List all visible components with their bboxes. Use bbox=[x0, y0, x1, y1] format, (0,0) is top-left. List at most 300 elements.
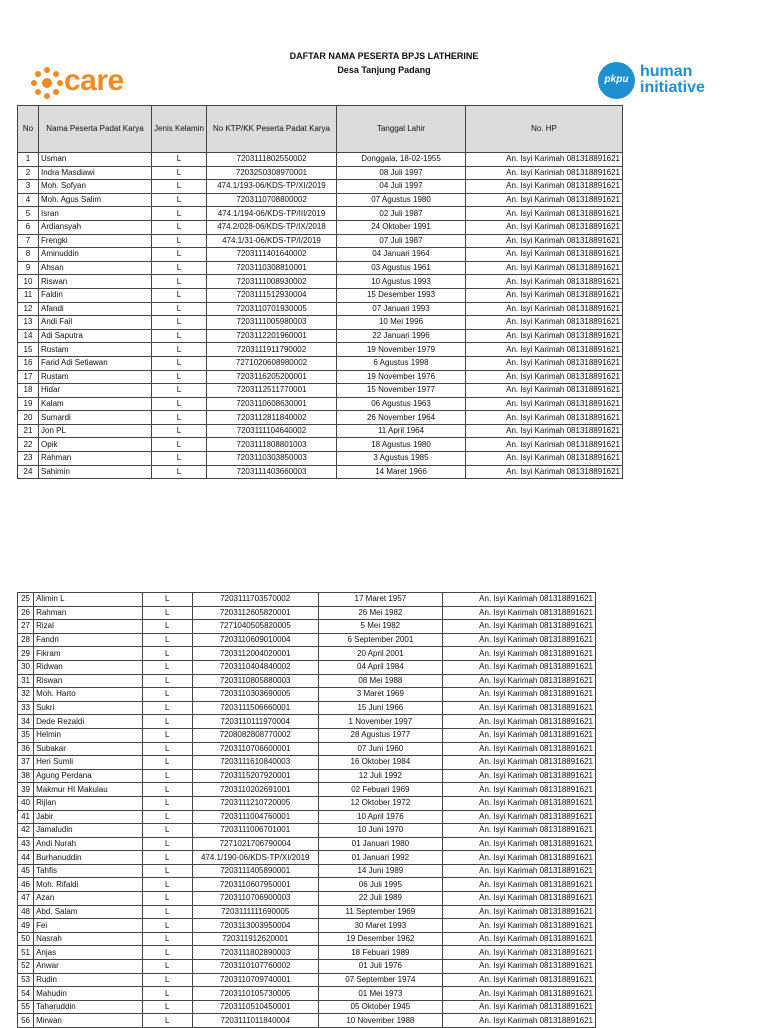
cell-birthdate: 22 Januari 1996 bbox=[337, 329, 466, 343]
cell-gender: L bbox=[152, 248, 207, 262]
cell-name: Farid Adi Setiawan bbox=[39, 356, 152, 370]
cell-ktp: 7203112004020001 bbox=[192, 647, 318, 661]
cell-ktp: 7203110510450001 bbox=[192, 1000, 318, 1014]
cell-name: Rudin bbox=[34, 973, 143, 987]
cell-name: Aminuddin bbox=[39, 248, 152, 262]
cell-name: Faldin bbox=[39, 288, 152, 302]
cell-phone: An. Isyi Karimah 081318891621 bbox=[443, 728, 596, 742]
care-logo bbox=[30, 64, 140, 102]
cell-name: Ardiansyah bbox=[39, 220, 152, 234]
cell-phone: An. Isyi Karimah 081318891621 bbox=[443, 633, 596, 647]
table-row bbox=[18, 810, 596, 824]
cell-ktp: 474.1/31-06/KDS-TP/I/2019 bbox=[207, 234, 337, 248]
cell-birthdate: 14 Maret 1966 bbox=[337, 465, 466, 479]
cell-gender: L bbox=[152, 411, 207, 425]
cell-name: Rustam bbox=[39, 343, 152, 357]
cell-no: 10 bbox=[18, 275, 39, 289]
cell-no: 29 bbox=[18, 647, 34, 661]
cell-birthdate: 15 Desember 1993 bbox=[337, 288, 466, 302]
cell-birthdate: 07 Agustus 1980 bbox=[337, 193, 466, 207]
cell-ktp: 7203110706900003 bbox=[192, 892, 318, 906]
cell-no: 55 bbox=[18, 1000, 34, 1014]
cell-birthdate: 12 Juli 1992 bbox=[318, 769, 443, 783]
cell-birthdate: 10 Agustus 1993 bbox=[337, 275, 466, 289]
cell-birthdate: 26 November 1964 bbox=[337, 411, 466, 425]
cell-ktp: 7203112201960001 bbox=[207, 329, 337, 343]
cell-birthdate: 10 November 1988 bbox=[318, 1014, 443, 1028]
cell-gender: L bbox=[142, 1000, 192, 1014]
cell-ktp: 7203111506660001 bbox=[192, 701, 318, 715]
cell-no: 11 bbox=[18, 288, 39, 302]
cell-gender: L bbox=[152, 397, 207, 411]
cell-name: Adi Saputra bbox=[39, 329, 152, 343]
table-row bbox=[18, 397, 623, 411]
cell-phone: An. Isyi Karimah 081318891621 bbox=[443, 1014, 596, 1028]
cell-no: 42 bbox=[18, 824, 34, 838]
cell-no: 19 bbox=[18, 397, 39, 411]
cell-gender: L bbox=[152, 370, 207, 384]
cell-gender: L bbox=[142, 728, 192, 742]
cell-phone: An. Isyi Karimah 081318891621 bbox=[466, 316, 623, 330]
logo-word-initiative: initiative bbox=[640, 79, 705, 96]
cell-no: 30 bbox=[18, 660, 34, 674]
cell-ktp: 474.2/028-06/KDS-TP/IX/2018 bbox=[207, 220, 337, 234]
cell-ktp: 7203111802550002 bbox=[207, 153, 337, 167]
cell-phone: An. Isyi Karimah 081318891621 bbox=[466, 275, 623, 289]
table-row bbox=[18, 796, 596, 810]
cell-ktp: 7203110107760002 bbox=[192, 960, 318, 974]
cell-gender: L bbox=[142, 919, 192, 933]
table-row bbox=[18, 180, 623, 194]
cell-birthdate: 5 Mei 1982 bbox=[318, 620, 443, 634]
table-row bbox=[18, 329, 623, 343]
cell-ktp: 7271021706790004 bbox=[192, 837, 318, 851]
cell-name: Fei bbox=[34, 919, 143, 933]
cell-name: Rizal bbox=[34, 620, 143, 634]
cell-no: 22 bbox=[18, 438, 39, 452]
cell-phone: An. Isyi Karimah 081318891621 bbox=[466, 411, 623, 425]
cell-gender: L bbox=[152, 193, 207, 207]
table-row bbox=[18, 960, 596, 974]
cell-gender: L bbox=[142, 606, 192, 620]
cell-ktp: 7203111802890003 bbox=[192, 946, 318, 960]
cell-gender: L bbox=[142, 647, 192, 661]
cell-gender: L bbox=[142, 620, 192, 634]
cell-no: 34 bbox=[18, 715, 34, 729]
cell-ktp: 7203111111690005 bbox=[192, 905, 318, 919]
cell-no: 14 bbox=[18, 329, 39, 343]
cell-gender: L bbox=[142, 633, 192, 647]
cell-gender: L bbox=[152, 316, 207, 330]
cell-name: Abd. Salam bbox=[34, 905, 143, 919]
cell-birthdate: 3 Maret 1969 bbox=[318, 688, 443, 702]
cell-birthdate: 6 Agustus 1998 bbox=[337, 356, 466, 370]
cell-ktp: 7203110303850003 bbox=[207, 452, 337, 466]
cell-phone: An. Isyi Karimah 081318891621 bbox=[443, 878, 596, 892]
cell-gender: L bbox=[152, 424, 207, 438]
human-initiative-logo bbox=[598, 60, 738, 102]
cell-no: 20 bbox=[18, 411, 39, 425]
cell-birthdate: 12 Oktober 1972 bbox=[318, 796, 443, 810]
cell-ktp: 7203111005980003 bbox=[207, 316, 337, 330]
cell-name: Sukri bbox=[34, 701, 143, 715]
cell-no: 27 bbox=[18, 620, 34, 634]
cell-ktp: 7203110609010004 bbox=[192, 633, 318, 647]
cell-ktp: 474.1/193-06/KDS-TP/XI/2019 bbox=[207, 180, 337, 194]
cell-gender: L bbox=[152, 234, 207, 248]
cell-gender: L bbox=[142, 892, 192, 906]
cell-no: 4 bbox=[18, 193, 39, 207]
cell-birthdate: 11 April 1964 bbox=[337, 424, 466, 438]
table-row bbox=[18, 633, 596, 647]
cell-phone: An. Isyi Karimah 081318891621 bbox=[443, 973, 596, 987]
cell-name: Rijlan bbox=[34, 796, 143, 810]
cell-no: 48 bbox=[18, 905, 34, 919]
cell-no: 35 bbox=[18, 728, 34, 742]
cell-ktp: 7203111610840003 bbox=[192, 756, 318, 770]
cell-no: 54 bbox=[18, 987, 34, 1001]
table-row bbox=[18, 153, 623, 167]
cell-phone: An. Isyi Karimah 081318891621 bbox=[466, 288, 623, 302]
table-header-row bbox=[18, 106, 623, 153]
cell-gender: L bbox=[152, 438, 207, 452]
cell-gender: L bbox=[142, 864, 192, 878]
cell-gender: L bbox=[152, 302, 207, 316]
cell-phone: An. Isyi Karimah 081318891621 bbox=[443, 851, 596, 865]
care-logo-text: care bbox=[64, 64, 124, 97]
cell-gender: L bbox=[142, 660, 192, 674]
cell-birthdate: 04 Juli 1997 bbox=[337, 180, 466, 194]
cell-phone: An. Isyi Karimah 081318891621 bbox=[466, 452, 623, 466]
table-row bbox=[18, 715, 596, 729]
table-row bbox=[18, 424, 623, 438]
cell-name: Subakar bbox=[34, 742, 143, 756]
table-row bbox=[18, 824, 596, 838]
cell-ktp: 7203110708800002 bbox=[207, 193, 337, 207]
cell-gender: L bbox=[142, 973, 192, 987]
cell-no: 9 bbox=[18, 261, 39, 275]
cell-name: Riswan bbox=[34, 674, 143, 688]
cell-phone: An. Isyi Karimah 081318891621 bbox=[466, 370, 623, 384]
cell-ktp: 7203110608630001 bbox=[207, 397, 337, 411]
cell-birthdate: 19 Desember 1962 bbox=[318, 932, 443, 946]
cell-name: Moh. Sofyan bbox=[39, 180, 152, 194]
cell-no: 44 bbox=[18, 851, 34, 865]
cell-name: Heri Sumli bbox=[34, 756, 143, 770]
cell-no: 56 bbox=[18, 1014, 34, 1028]
cell-birthdate: 01 Juli 1976 bbox=[318, 960, 443, 974]
cell-ktp: 7203111401640002 bbox=[207, 248, 337, 262]
cell-no: 6 bbox=[18, 220, 39, 234]
cell-phone: An. Isyi Karimah 081318891621 bbox=[466, 329, 623, 343]
cell-gender: L bbox=[142, 946, 192, 960]
cell-name: Kalam bbox=[39, 397, 152, 411]
cell-no: 50 bbox=[18, 932, 34, 946]
table-row bbox=[18, 892, 596, 906]
cell-no: 13 bbox=[18, 316, 39, 330]
cell-phone: An. Isyi Karimah 081318891621 bbox=[443, 796, 596, 810]
cell-phone: An. Isyi Karimah 081318891621 bbox=[466, 302, 623, 316]
cell-phone: An. Isyi Karimah 081318891621 bbox=[466, 424, 623, 438]
cell-ktp: 7203110303690005 bbox=[192, 688, 318, 702]
cell-birthdate: 07 September 1974 bbox=[318, 973, 443, 987]
cell-name: Alimin L bbox=[34, 593, 143, 607]
cell-name: Ridwan bbox=[34, 660, 143, 674]
table-row bbox=[18, 728, 596, 742]
cell-phone: An. Isyi Karimah 081318891621 bbox=[443, 905, 596, 919]
cell-no: 8 bbox=[18, 248, 39, 262]
table-row bbox=[18, 166, 623, 180]
cell-phone: An. Isyi Karimah 081318891621 bbox=[443, 742, 596, 756]
table-row bbox=[18, 343, 623, 357]
table-row bbox=[18, 234, 623, 248]
cell-name: Frengki bbox=[39, 234, 152, 248]
cell-phone: An. Isyi Karimah 081318891621 bbox=[443, 715, 596, 729]
cell-phone: An. Isyi Karimah 081318891621 bbox=[443, 1000, 596, 1014]
cell-name: Nasrah bbox=[34, 932, 143, 946]
cell-name: Isran bbox=[39, 207, 152, 221]
pkpu-badge-icon bbox=[598, 62, 635, 99]
cell-gender: L bbox=[142, 932, 192, 946]
cell-gender: L bbox=[142, 674, 192, 688]
cell-name: Azan bbox=[34, 892, 143, 906]
cell-birthdate: 18 Agustus 1980 bbox=[337, 438, 466, 452]
cell-name: Burhanuddin bbox=[34, 851, 143, 865]
table-row bbox=[18, 905, 596, 919]
cell-ktp: 7203111405890001 bbox=[192, 864, 318, 878]
cell-gender: L bbox=[142, 810, 192, 824]
cell-gender: L bbox=[142, 593, 192, 607]
cell-ktp: 7203110111970004 bbox=[192, 715, 318, 729]
table-row bbox=[18, 756, 596, 770]
cell-no: 24 bbox=[18, 465, 39, 479]
cell-gender: L bbox=[152, 166, 207, 180]
cell-birthdate: 11 September 1969 bbox=[318, 905, 443, 919]
cell-no: 46 bbox=[18, 878, 34, 892]
cell-gender: L bbox=[142, 1014, 192, 1028]
cell-ktp: 7203110308810001 bbox=[207, 261, 337, 275]
table-row bbox=[18, 769, 596, 783]
cell-phone: An. Isyi Karimah 081318891621 bbox=[466, 248, 623, 262]
cell-gender: L bbox=[142, 851, 192, 865]
cell-birthdate: Donggala, 18-02-1955 bbox=[337, 153, 466, 167]
cell-birthdate: 04 Januari 1964 bbox=[337, 248, 466, 262]
cell-birthdate: 14 Juni 1989 bbox=[318, 864, 443, 878]
cell-no: 3 bbox=[18, 180, 39, 194]
cell-name: Opik bbox=[39, 438, 152, 452]
cell-gender: L bbox=[152, 275, 207, 289]
cell-phone: An. Isyi Karimah 081318891621 bbox=[466, 438, 623, 452]
cell-birthdate: 02 Febuari 1969 bbox=[318, 783, 443, 797]
col-header-no: No bbox=[18, 106, 39, 153]
table-row bbox=[18, 837, 596, 851]
cell-phone: An. Isyi Karimah 081318891621 bbox=[466, 397, 623, 411]
cell-ktp: 7203112511770001 bbox=[207, 384, 337, 398]
table-row bbox=[18, 919, 596, 933]
table-row bbox=[18, 261, 623, 275]
cell-gender: L bbox=[152, 207, 207, 221]
cell-name: Indra Masdiawi bbox=[39, 166, 152, 180]
cell-phone: An. Isyi Karimah 081318891621 bbox=[443, 919, 596, 933]
logo-word-human: human bbox=[640, 63, 693, 80]
cell-birthdate: 07 Januari 1993 bbox=[337, 302, 466, 316]
cell-ktp: 7203111512930004 bbox=[207, 288, 337, 302]
cell-gender: L bbox=[152, 356, 207, 370]
table-row bbox=[18, 973, 596, 987]
cell-birthdate: 02 Juli 1987 bbox=[337, 207, 466, 221]
cell-phone: An. Isyi Karimah 081318891621 bbox=[466, 166, 623, 180]
cell-birthdate: 30 Maret 1993 bbox=[318, 919, 443, 933]
cell-phone: An. Isyi Karimah 081318891621 bbox=[466, 356, 623, 370]
cell-birthdate: 01 Januari 1992 bbox=[318, 851, 443, 865]
cell-name: Sumardi bbox=[39, 411, 152, 425]
col-header-name: Nama Peserta Padat Karya bbox=[39, 106, 152, 153]
table-row bbox=[18, 742, 596, 756]
cell-phone: An. Isyi Karimah 081318891621 bbox=[443, 701, 596, 715]
table-row bbox=[18, 302, 623, 316]
cell-phone: An. Isyi Karimah 081318891621 bbox=[443, 960, 596, 974]
cell-name: Makmur HI Makulau bbox=[34, 783, 143, 797]
cell-no: 52 bbox=[18, 960, 34, 974]
cell-name: Usman bbox=[39, 153, 152, 167]
cell-birthdate: 3 Agustus 1985 bbox=[337, 452, 466, 466]
cell-name: Andi Nurah bbox=[34, 837, 143, 851]
cell-name: Mahudin bbox=[34, 987, 143, 1001]
pkpu-badge-text: pkpu bbox=[604, 74, 629, 85]
table-row bbox=[18, 701, 596, 715]
table-row bbox=[18, 620, 596, 634]
cell-ktp: 720311912620001 bbox=[192, 932, 318, 946]
col-header-birthdate: Tanggal Lahir bbox=[337, 106, 466, 153]
cell-no: 32 bbox=[18, 688, 34, 702]
cell-phone: An. Isyi Karimah 081318891621 bbox=[466, 261, 623, 275]
cell-gender: L bbox=[142, 824, 192, 838]
cell-gender: L bbox=[142, 905, 192, 919]
table-row bbox=[18, 851, 596, 865]
cell-ktp: 7203110607950001 bbox=[192, 878, 318, 892]
cell-birthdate: 01 Mei 1973 bbox=[318, 987, 443, 1001]
cell-phone: An. Isyi Karimah 081318891621 bbox=[466, 207, 623, 221]
cell-name: Moh. Rifaldi bbox=[34, 878, 143, 892]
cell-name: Agung Perdana bbox=[34, 769, 143, 783]
table-row bbox=[18, 1014, 596, 1028]
cell-phone: An. Isyi Karimah 081318891621 bbox=[466, 180, 623, 194]
cell-birthdate: 1 November 1997 bbox=[318, 715, 443, 729]
cell-gender: L bbox=[142, 715, 192, 729]
table-row bbox=[18, 674, 596, 688]
cell-birthdate: 08 Mei 1988 bbox=[318, 674, 443, 688]
cell-no: 12 bbox=[18, 302, 39, 316]
cell-ktp: 7203113003950004 bbox=[192, 919, 318, 933]
cell-name: Rustam bbox=[39, 370, 152, 384]
cell-no: 49 bbox=[18, 919, 34, 933]
cell-no: 1 bbox=[18, 153, 39, 167]
cell-no: 15 bbox=[18, 343, 39, 357]
cell-phone: An. Isyi Karimah 081318891621 bbox=[466, 193, 623, 207]
col-header-ktp: No KTP/KK Peserta Padat Karya bbox=[207, 106, 337, 153]
cell-name: Taharuddin bbox=[34, 1000, 143, 1014]
cell-no: 39 bbox=[18, 783, 34, 797]
table-row bbox=[18, 275, 623, 289]
table-row bbox=[18, 593, 596, 607]
cell-phone: An. Isyi Karimah 081318891621 bbox=[443, 987, 596, 1001]
cell-phone: An. Isyi Karimah 081318891621 bbox=[466, 465, 623, 479]
cell-ktp: 7271020608980002 bbox=[207, 356, 337, 370]
table-row bbox=[18, 411, 623, 425]
cell-ktp: 7203110105730005 bbox=[192, 987, 318, 1001]
cell-birthdate: 06 Juli 1995 bbox=[318, 878, 443, 892]
cell-birthdate: 08 Juli 1997 bbox=[337, 166, 466, 180]
cell-phone: An. Isyi Karimah 081318891621 bbox=[443, 593, 596, 607]
table-row bbox=[18, 370, 623, 384]
cell-ktp: 7203111911790002 bbox=[207, 343, 337, 357]
cell-birthdate: 26 Mei 1982 bbox=[318, 606, 443, 620]
cell-ktp: 7203112811840002 bbox=[207, 411, 337, 425]
cell-name: Rahman bbox=[34, 606, 143, 620]
cell-no: 26 bbox=[18, 606, 34, 620]
cell-birthdate: 28 Agustus 1977 bbox=[318, 728, 443, 742]
cell-no: 5 bbox=[18, 207, 39, 221]
table-row bbox=[18, 987, 596, 1001]
cell-phone: An. Isyi Karimah 081318891621 bbox=[443, 892, 596, 906]
cell-birthdate: 05 Oktober 1945 bbox=[318, 1000, 443, 1014]
cell-birthdate: 07 Juni 1960 bbox=[318, 742, 443, 756]
cell-gender: L bbox=[142, 756, 192, 770]
cell-no: 41 bbox=[18, 810, 34, 824]
cell-phone: An. Isyi Karimah 081318891621 bbox=[443, 660, 596, 674]
col-header-gender: Jenis Kelamin bbox=[152, 106, 207, 153]
document-subtitle: Desa Tanjung Padang bbox=[337, 65, 431, 75]
cell-gender: L bbox=[142, 878, 192, 892]
cell-name: Riswan bbox=[39, 275, 152, 289]
cell-ktp: 7203116205200001 bbox=[207, 370, 337, 384]
cell-no: 40 bbox=[18, 796, 34, 810]
cell-name: Tahfis bbox=[34, 864, 143, 878]
cell-name: Sahimin bbox=[39, 465, 152, 479]
table-row bbox=[18, 1000, 596, 1014]
cell-ktp: 7203111008930002 bbox=[207, 275, 337, 289]
cell-ktp: 7271040505820005 bbox=[192, 620, 318, 634]
cell-name: Fandri bbox=[34, 633, 143, 647]
cell-name: Jabir bbox=[34, 810, 143, 824]
cell-birthdate: 17 Maret 1957 bbox=[318, 593, 443, 607]
cell-phone: An. Isyi Karimah 081318891621 bbox=[466, 384, 623, 398]
cell-gender: L bbox=[142, 742, 192, 756]
document-title: DAFTAR NAMA PESERTA BPJS LATHERINE bbox=[289, 51, 479, 61]
cell-phone: An. Isyi Karimah 081318891621 bbox=[443, 864, 596, 878]
cell-birthdate: 15 November 1977 bbox=[337, 384, 466, 398]
cell-no: 31 bbox=[18, 674, 34, 688]
table-row bbox=[18, 248, 623, 262]
cell-name: Jon PL bbox=[39, 424, 152, 438]
cell-gender: L bbox=[152, 288, 207, 302]
cell-ktp: 7203110805880003 bbox=[192, 674, 318, 688]
cell-ktp: 7203111703570002 bbox=[192, 593, 318, 607]
cell-name: Rahman bbox=[39, 452, 152, 466]
cell-ktp: 7203111808801003 bbox=[207, 438, 337, 452]
cell-name: Dede Rezaldi bbox=[34, 715, 143, 729]
cell-ktp: 7203110404840002 bbox=[192, 660, 318, 674]
cell-no: 51 bbox=[18, 946, 34, 960]
cell-ktp: 7203250308970001 bbox=[207, 166, 337, 180]
col-header-phone: No. HP bbox=[466, 106, 623, 153]
cell-no: 7 bbox=[18, 234, 39, 248]
cell-no: 37 bbox=[18, 756, 34, 770]
cell-birthdate: 04 April 1984 bbox=[318, 660, 443, 674]
participant-table-page-1 bbox=[17, 105, 623, 479]
cell-no: 23 bbox=[18, 452, 39, 466]
cell-birthdate: 10 Mei 1996 bbox=[337, 316, 466, 330]
